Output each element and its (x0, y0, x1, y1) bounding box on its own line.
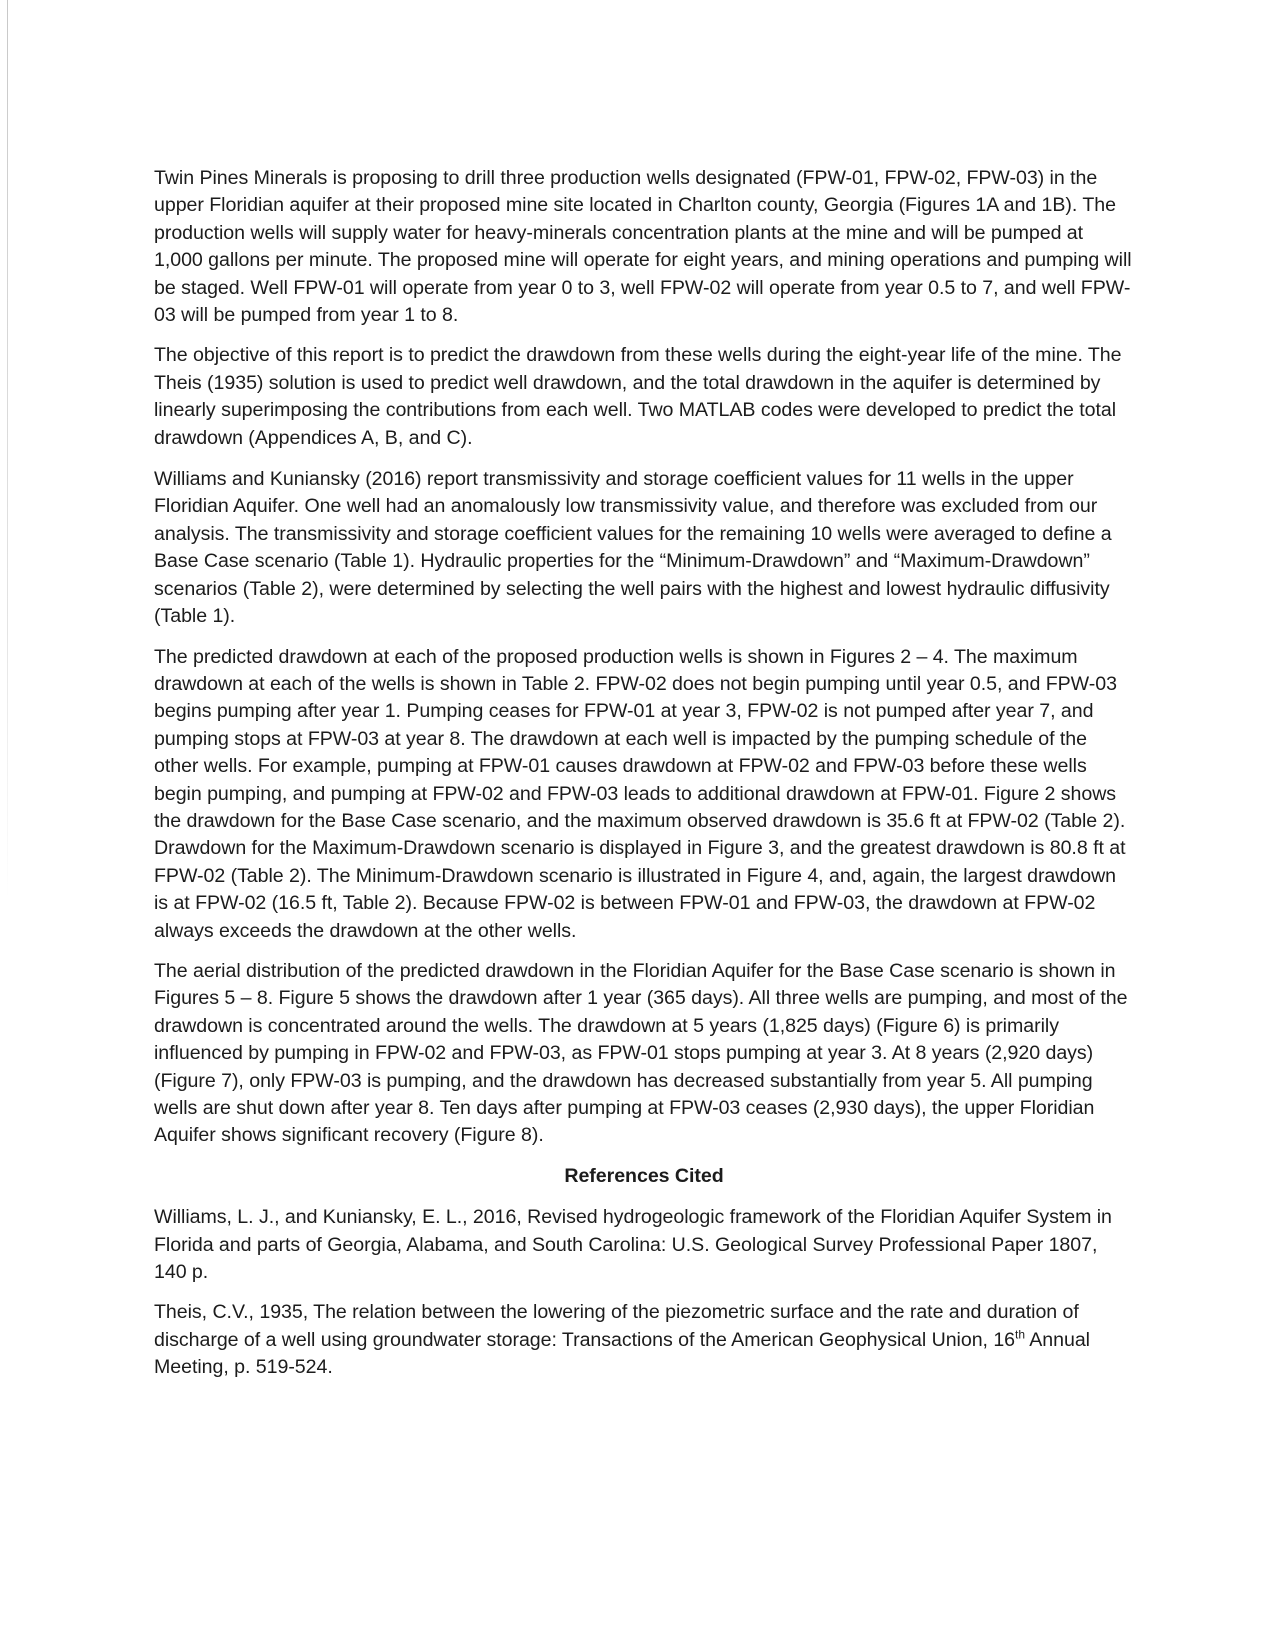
reference-theis-text-end: Annual Meeting, p. 519-524. (154, 1328, 1090, 1379)
paragraph-aerial-distribution: The aerial distribution of the predicted drawdown in the Floridian Aquifer for the Base Case scenario is shown in Figures 5 – 8. Figure 5 shows the drawdown after 1 year (365 days). All three wells are pumping, and most of the drawdown is concentrated around the wells. The drawdown at 5 years (1,825 days) (Figure 6) is primarily influenced by pumping in FPW-02 and FPW-03, as FPW-01 stops pumping at year 3. At 8 years (2,920 days) (Figure 7), only FPW-03 is pumping, and the drawdown has decreased substantially from year 5. All pumping wells are shut down after year 8. Ten days after pumping at FPW-03 ceases (2,930 days), the upper Floridian Aquifer shows significant recovery (Figure 8). (154, 959, 1128, 1147)
reference-theis-text: Theis, C.V., 1935, The relation between the lowering of the piezometric surface and the rate and duration of discharge of a well using groundwater storage: Transactions of the American Geophysical Union, 16 (154, 1301, 1079, 1351)
paragraph-introduction: Twin Pines Minerals is proposing to drill three production wells designated (FPW-01, FPW-02, FPW-03) in the upper Floridian aquifer at their proposed mine site located in Charlton county, Georgia (Figures 1A and 1B). The production wells will supply water for heavy-minerals concentration plants at the mine and will be pumped at 1,000 gallons per minute. The proposed mine will operate for eight years, and mining operations and pumping will be staged. Well FPW-01 will operate from year 0 to 3, well FPW-02 will operate from year 0.5 to 7, and well FPW-03 will be pumped from year 1 to 8. (154, 167, 1132, 327)
paragraph-objective: The objective of this report is to predict the drawdown from these wells during the eight-year life of the mine. The Theis (1935) solution is used to predict well drawdown, and the total drawdown in the aquifer is determined by linearly superimposing the contributions from each well. Two MATLAB codes were developed to predict the total drawdown (Appendices A, B, and C). (154, 344, 1122, 449)
paragraph-hydraulic-properties: Williams and Kuniansky (2016) report transmissivity and storage coefficient values for 11 wells in the upper Floridian Aquifer. One well had an anomalously low transmissivity value, and therefore was excluded from our analysis. The transmissivity and storage coefficient values for the remaining 10 wells were averaged to define a Base Case scenario (Table 1). Hydraulic properties for the “Minimum-Drawdown” and “Maximum-Drawdown” scenarios (Table 2), were determined by selecting the well pairs with the highest and lowest hydraulic diffusivity (Table 1). (154, 468, 1112, 628)
reference-theis-superscript: th (1015, 1327, 1025, 1342)
reference-theis (154, 1299, 1134, 1381)
scan-edge-line (7, 0, 8, 900)
reference-williams: Williams, L. J., and Kuniansky, E. L., 2016, Revised hydrogeologic framework of the Floridian Aquifer System in Florida and parts of Georgia, Alabama, and South Carolina: U.S. Geological Survey Professional Paper 1807, 140 p. (154, 1206, 1112, 1284)
paragraph-predicted-drawdown: The predicted drawdown at each of the proposed production wells is shown in Figures 2 – 4. The maximum drawdown at each of the wells is shown in Table 2. FPW-02 does not begin pumping until year 0.5, and FPW-03 begins pumping after year 1. Pumping ceases for FPW-01 at year 3, FPW-02 is not pumped after year 7, and pumping stops at FPW-03 at year 8. The drawdown at each well is impacted by the pumping schedule of the other wells. For example, pumping at FPW-01 causes drawdown at FPW-02 and FPW-03 before these wells begin pumping, and pumping at FPW-02 and FPW-03 leads to additional drawdown at FPW-01. Figure 2 shows the drawdown for the Base Case scenario, and the maximum observed drawdown is 35.6 ft at FPW-02 (Table 2). Drawdown for the Maximum-Drawdown scenario is displayed in Figure 3, and the greatest drawdown is 80.8 ft at FPW-02 (Table 2). The Minimum-Drawdown scenario is illustrated in Figure 4, and, again, the largest drawdown is at FPW-02 (16.5 ft, Table 2). Because FPW-02 is between FPW-01 and FPW-03, the drawdown at FPW-02 always exceeds the drawdown at the other wells. (154, 645, 1126, 942)
references-heading: References Cited (564, 1164, 724, 1187)
document-body (154, 165, 1134, 1395)
